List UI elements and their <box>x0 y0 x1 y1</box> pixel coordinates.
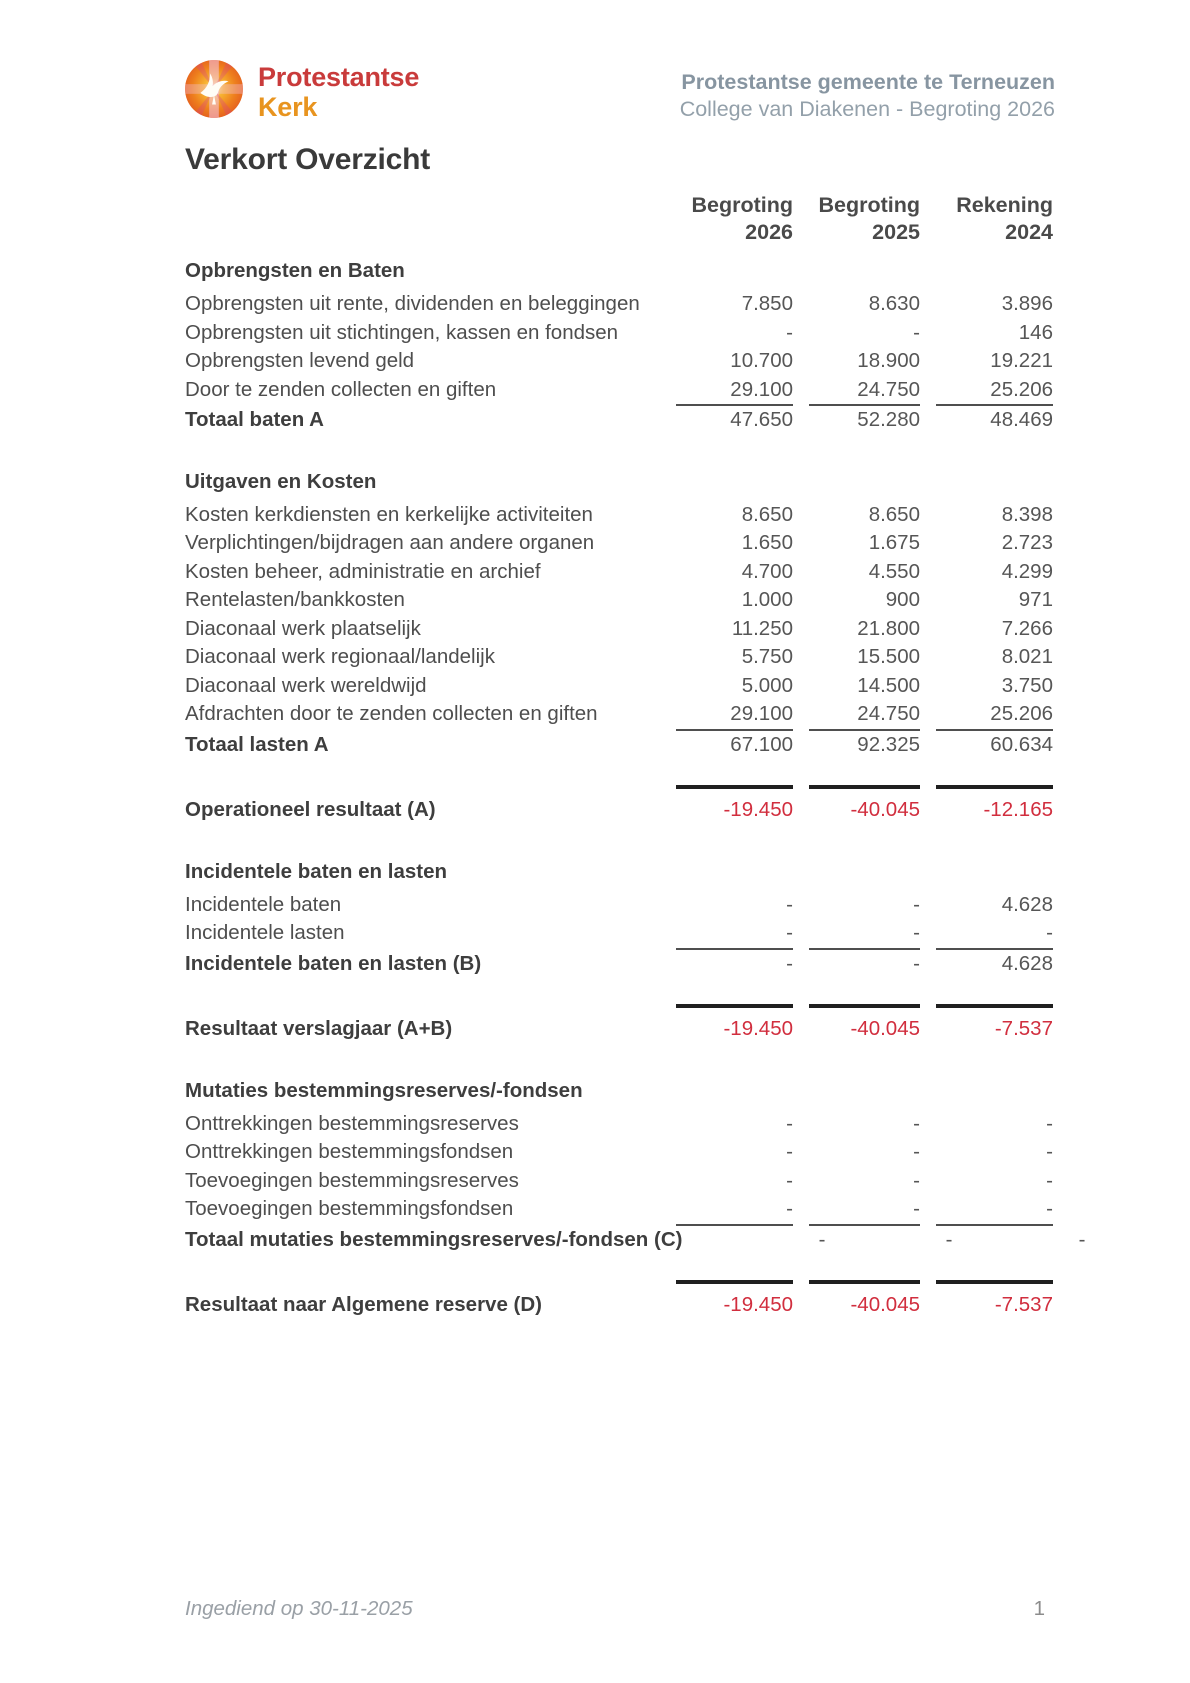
row-value: - <box>1046 1111 1053 1135</box>
row-value: - <box>913 892 920 916</box>
row-value: 5.750 <box>741 645 793 668</box>
row-value: 25.206 <box>936 700 1053 731</box>
table-body <box>185 257 1086 1320</box>
row-label: Diaconaal werk regionaal/landelijk <box>185 645 495 668</box>
row-label: Resultaat naar Algemene reserve (D) <box>185 1293 542 1316</box>
row-label: Kosten beheer, administratie en archief <box>185 559 541 583</box>
submitted-date: Ingediend op 30-11-2025 <box>185 1597 413 1620</box>
table-row <box>185 950 1053 979</box>
table-row <box>185 1077 1053 1110</box>
row-label: Kosten kerkdiensten en kerkelijke activiteiten <box>185 502 593 526</box>
table-row <box>185 529 1053 558</box>
row-label: Verplichtingen/bijdragen aan andere organen <box>185 531 595 554</box>
row-value: 52.280 <box>857 408 920 431</box>
row-value: - <box>676 919 793 950</box>
row-label: Incidentele baten en lasten <box>185 859 448 883</box>
row-value: -40.045 <box>809 1004 920 1044</box>
row-value: - <box>1078 1227 1086 1251</box>
page-number: 1 <box>1033 1597 1045 1620</box>
row-label: Onttrekkingen bestemmingsfondsen <box>185 1140 514 1163</box>
row-label: Totaal lasten A <box>185 732 329 756</box>
pkn-sunburst-dove-icon <box>185 60 243 123</box>
row-value: -19.450 <box>676 1280 793 1320</box>
table-row <box>185 919 1053 950</box>
brand <box>185 60 419 123</box>
table-row <box>185 1226 1086 1255</box>
row-value: 25.206 <box>936 376 1053 407</box>
table-row <box>185 468 1053 501</box>
row-value: - <box>809 1195 920 1226</box>
row-value: 1.650 <box>741 531 793 554</box>
row-value: 11.250 <box>731 616 793 640</box>
table-row <box>185 257 1053 290</box>
row-value: 4.299 <box>1001 559 1053 583</box>
table-row <box>185 1280 1053 1320</box>
row-value: 2.723 <box>1001 531 1053 554</box>
row-value: 1.675 <box>868 531 920 554</box>
row-value: - <box>786 892 793 916</box>
row-value: 8.398 <box>1001 502 1053 526</box>
row-value: 47.650 <box>730 408 793 431</box>
row-value: 146 <box>1018 320 1053 344</box>
row-label: Opbrengsten levend geld <box>185 349 415 372</box>
row-label: Resultaat verslagjaar (A+B) <box>185 1017 453 1040</box>
row-value: - <box>786 1111 793 1135</box>
brand-line2: Kerk <box>258 91 318 122</box>
row-value: 1.000 <box>741 588 793 611</box>
row-value: - <box>786 1168 793 1192</box>
row-label: Afdrachten door te zenden collecten en giften <box>185 702 598 725</box>
row-value: 8.021 <box>1001 645 1053 668</box>
table-row <box>185 1195 1053 1226</box>
row-value: 10.700 <box>730 349 793 372</box>
table-row <box>185 586 1053 615</box>
table-row <box>185 731 1053 760</box>
row-label: Onttrekkingen bestemmingsreserves <box>185 1111 519 1135</box>
row-value: 5.000 <box>741 673 793 697</box>
org-name: Protestantse gemeente te Terneuzen <box>681 70 1055 94</box>
row-value: 15.500 <box>857 645 920 668</box>
row-value: 971 <box>1018 588 1053 611</box>
table-row <box>185 858 1053 891</box>
table-row <box>185 1110 1053 1139</box>
page-header <box>185 60 1055 123</box>
row-value: - <box>913 320 920 344</box>
row-value: -40.045 <box>809 1280 920 1320</box>
document-subtitle: College van Diakenen - Begroting 2026 <box>679 97 1055 121</box>
row-value: 67.100 <box>730 732 793 756</box>
row-value: - <box>913 1111 920 1135</box>
row-label: Rentelasten/bankkosten <box>185 588 405 611</box>
row-value: 24.750 <box>809 376 920 407</box>
table-row <box>185 672 1053 701</box>
row-label: Operationeel resultaat (A) <box>185 798 436 821</box>
row-value: - <box>786 320 793 344</box>
row-gap <box>185 825 1053 858</box>
row-value: 3.750 <box>1001 673 1053 697</box>
row-value: 4.550 <box>868 559 920 583</box>
row-value: - <box>676 1195 793 1226</box>
table-row <box>185 501 1053 530</box>
table-row <box>185 700 1053 731</box>
row-label: Diaconaal werk plaatselijk <box>185 616 421 640</box>
row-value: 19.221 <box>990 349 1053 372</box>
row-value: 8.650 <box>741 502 793 526</box>
row-value: 8.650 <box>868 502 920 526</box>
row-value: 60.634 <box>990 732 1053 756</box>
row-label: Toevoegingen bestemmingsfondsen <box>185 1197 514 1220</box>
table-row <box>185 319 1053 348</box>
row-value: -19.450 <box>676 1004 793 1044</box>
column-header-begroting-2026: Begroting 2026 <box>691 193 793 244</box>
row-label: Diaconaal werk wereldwijd <box>185 673 427 697</box>
row-label: Toevoegingen bestemmingsreserves <box>185 1168 519 1192</box>
row-value: 4.628 <box>1001 892 1053 916</box>
row-label: Door te zenden collecten en giften <box>185 377 497 401</box>
column-header-rekening-2024: Rekening 2024 <box>956 193 1053 244</box>
row-label: Opbrengsten en Baten <box>185 259 405 282</box>
row-label: Opbrengsten uit rente, dividenden en beleggingen <box>185 292 640 315</box>
row-label: Totaal baten A <box>185 408 324 431</box>
row-value: -7.537 <box>936 1280 1053 1320</box>
row-value: - <box>1046 1140 1053 1163</box>
row-value: 29.100 <box>676 376 793 407</box>
row-value: - <box>913 951 920 975</box>
row-value: 4.700 <box>741 559 793 583</box>
row-value: -19.450 <box>676 785 793 825</box>
row-value: - <box>936 1195 1053 1226</box>
brand-line1: Protestantse <box>258 61 420 92</box>
financial-table <box>185 192 1086 1320</box>
row-value: - <box>809 919 920 950</box>
row-label: Opbrengsten uit stichtingen, kassen en fondsen <box>185 320 619 344</box>
row-value: -40.045 <box>809 785 920 825</box>
row-value: 8.630 <box>868 292 920 315</box>
column-header-begroting-2025: Begroting 2025 <box>818 193 920 244</box>
table-row <box>185 1167 1053 1196</box>
row-value: 48.469 <box>990 408 1053 431</box>
row-value: 29.100 <box>676 700 793 731</box>
table-row <box>185 558 1053 587</box>
table-row <box>185 1004 1053 1044</box>
table-row <box>185 1138 1053 1167</box>
row-value: - <box>818 1227 826 1251</box>
table-row <box>185 406 1053 435</box>
table-header-row <box>185 192 1053 246</box>
row-value: 4.628 <box>1001 951 1053 975</box>
table-row <box>185 891 1053 920</box>
org-block <box>680 60 1055 123</box>
row-value: 14.500 <box>857 673 920 697</box>
brand-wordmark <box>258 62 419 122</box>
page-footer <box>185 1597 1045 1621</box>
row-value: 18.900 <box>857 349 920 372</box>
row-value: - <box>913 1140 920 1163</box>
row-label: Incidentele lasten <box>185 921 345 944</box>
row-value: - <box>913 1168 920 1192</box>
row-gap <box>185 435 1053 468</box>
row-value: 21.800 <box>857 616 920 640</box>
row-gap <box>185 1044 1053 1077</box>
row-value: 3.896 <box>1001 292 1053 315</box>
page-title: Verkort Overzicht <box>185 143 431 176</box>
row-value: 24.750 <box>809 700 920 731</box>
row-value: 92.325 <box>857 732 920 756</box>
row-value: -7.537 <box>936 1004 1053 1044</box>
row-value: 7.850 <box>741 292 793 315</box>
row-label: Mutaties bestemmingsreserves/-fondsen <box>185 1078 583 1102</box>
table-row <box>185 643 1053 672</box>
table-row <box>185 376 1053 407</box>
row-label: Uitgaven en Kosten <box>185 469 377 493</box>
row-label: Incidentele baten en lasten (B) <box>185 951 482 975</box>
table-row <box>185 347 1053 376</box>
row-value: - <box>786 951 793 975</box>
row-value: - <box>945 1227 953 1251</box>
row-value: 7.266 <box>1001 616 1053 640</box>
row-label: Totaal mutaties bestemmingsreserves/-fondsen (C) <box>185 1227 683 1251</box>
table-row <box>185 615 1053 644</box>
row-value: - <box>936 919 1053 950</box>
row-label: Incidentele baten <box>185 892 342 916</box>
row-value: -12.165 <box>936 785 1053 825</box>
row-value: - <box>786 1140 793 1163</box>
table-row <box>185 785 1053 825</box>
row-value: - <box>1046 1168 1053 1192</box>
row-value: 900 <box>885 588 920 611</box>
table-row <box>185 290 1053 319</box>
